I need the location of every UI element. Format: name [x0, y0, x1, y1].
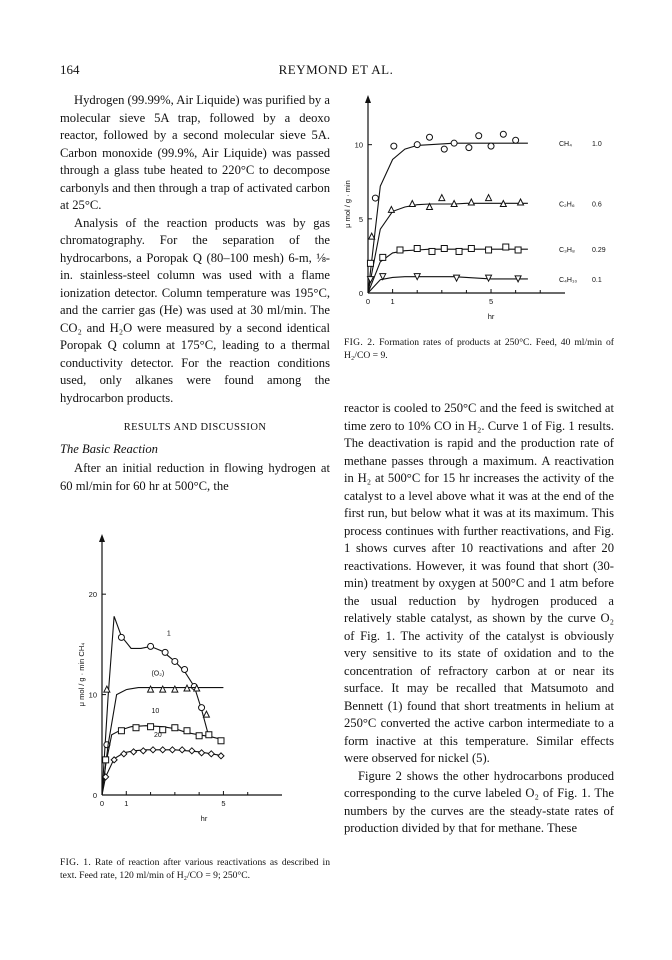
data-point	[121, 751, 127, 757]
series-name-label: C₃H₈	[559, 247, 575, 255]
figure-2-caption-label: FIG. 2.	[344, 337, 376, 348]
data-point	[184, 728, 190, 734]
y-tick-label: 0	[92, 791, 97, 800]
data-point	[515, 247, 521, 253]
data-point	[391, 143, 397, 149]
data-point	[148, 643, 154, 649]
y-tick-label: 10	[354, 140, 363, 150]
series-line	[102, 750, 223, 795]
data-point	[172, 725, 178, 731]
data-point	[162, 649, 168, 655]
data-point	[206, 732, 212, 738]
data-point	[208, 751, 214, 757]
data-point	[160, 686, 166, 692]
y-axis-arrow-icon	[365, 95, 371, 103]
series-ratio-label: 0.1	[592, 276, 602, 284]
series-ratio-label: 1.0	[592, 141, 602, 149]
data-point	[488, 143, 494, 149]
data-point	[518, 199, 524, 205]
data-point	[476, 133, 482, 139]
data-point	[118, 728, 124, 734]
series-ratio-label: 0.29	[592, 247, 606, 255]
running-head: REYMOND ET AL.	[278, 62, 394, 77]
data-point	[429, 248, 435, 254]
data-point	[140, 748, 146, 754]
y-tick-label: 10	[88, 690, 97, 700]
data-point	[456, 248, 462, 254]
y-axis-arrow-icon	[99, 534, 105, 542]
data-point	[218, 738, 224, 744]
x-axis-label: hr	[200, 814, 208, 823]
paragraph: Analysis of the reaction products was by gas chromatography. For the separation of the hydrocarbons, a Poropak Q (80–100 mesh) 6-m, ⅛-in. stainless-steel column was used with a flame ionization detector. Column temperature was 195°C, and the carrier gas (He) was used at 30 ml/min. The CO₂ and H₂O were measured by a second identical Poropak Q column at 175°C, leading to a thermal conductivity detector. For the reaction conditions used, only alkanes were found among the hydrocarbon products.	[60, 215, 330, 405]
data-point	[189, 748, 195, 754]
figure-1-caption-text: Rate of reaction after various reactivations as described in text. Feed rate, 120 ml/min of H₂/CO = 9; 250°C.	[60, 857, 330, 881]
data-point	[500, 131, 506, 137]
data-point	[414, 246, 420, 252]
figure-1-caption	[60, 856, 330, 882]
series-name-label: 20	[153, 731, 162, 739]
data-point	[414, 142, 420, 148]
data-point	[388, 206, 394, 212]
data-point	[182, 666, 188, 672]
data-point	[468, 199, 474, 205]
data-point	[131, 749, 137, 755]
page-number: 164	[60, 62, 80, 77]
data-point	[468, 246, 474, 252]
data-point	[409, 201, 415, 207]
data-point	[380, 254, 386, 260]
data-point	[118, 634, 124, 640]
subsection-heading: The Basic Reaction	[60, 441, 158, 456]
figure-1-chart	[60, 520, 332, 840]
data-point	[169, 747, 175, 753]
x-tick-label: 0	[99, 799, 105, 808]
data-point	[466, 145, 472, 151]
data-point	[172, 658, 178, 664]
figure-2-chart	[330, 85, 620, 330]
series-line	[102, 616, 209, 795]
data-point	[179, 747, 185, 753]
series-name-label: (O₂)	[151, 670, 165, 678]
y-axis-label: μ mol / g · min CH₄	[77, 642, 86, 707]
data-point	[148, 686, 154, 692]
page-header	[60, 62, 612, 82]
series-name-label: C₂H₆	[559, 201, 575, 209]
x-tick-label: 1	[124, 799, 129, 808]
right-column	[344, 400, 614, 838]
series-name-label: C₄H₁₀	[559, 276, 578, 284]
data-point	[372, 195, 378, 201]
data-point	[203, 711, 209, 717]
series-ratio-label: 0.6	[592, 201, 602, 209]
data-point	[441, 146, 447, 152]
data-point	[148, 724, 154, 730]
data-point	[439, 195, 445, 201]
x-tick-label: 5	[488, 297, 494, 306]
figure-1-caption-label: FIG. 1.	[60, 857, 92, 868]
data-point	[369, 233, 375, 239]
data-point	[196, 733, 202, 739]
data-point	[451, 140, 457, 146]
series-line	[368, 143, 528, 293]
series-name-label: CH₄	[559, 141, 572, 149]
x-tick-label: 0	[365, 297, 371, 306]
series-name-label: 10	[151, 707, 160, 715]
series-line	[368, 249, 528, 293]
data-point	[486, 247, 492, 253]
data-point	[397, 247, 403, 253]
x-tick-label: 1	[390, 297, 395, 306]
series-line	[102, 688, 223, 795]
series-line	[102, 726, 223, 795]
left-column	[60, 92, 330, 495]
x-tick-label: 5	[221, 799, 226, 808]
series-line	[368, 277, 528, 293]
data-point	[503, 244, 509, 250]
data-point	[150, 747, 156, 753]
data-point	[103, 757, 109, 763]
data-point	[218, 753, 224, 759]
data-point	[441, 246, 447, 252]
data-point	[513, 137, 519, 143]
paragraph: Hydrogen (99.99%, Air Liquide) was purified by a molecular sieve 5A trap, followed by a deoxo reactor, followed by a second molecular sieve 5A. Carbon monoxide (99.9%, Air Liquide) was passed through a glass tube heated to 220°C to decompose carbonyls and then through a trap of activated carbon at 25°C.	[60, 93, 330, 212]
data-point	[133, 725, 139, 731]
figure-2-caption-text: Formation rates of products at 250°C. Feed, 40 ml/min of H₂/CO = 9.	[344, 337, 614, 361]
series-name-label: 1	[166, 630, 171, 638]
x-axis-label: hr	[487, 312, 495, 321]
y-tick-label: 5	[358, 214, 363, 224]
data-point	[367, 260, 373, 266]
y-tick-label: 20	[88, 590, 97, 600]
data-point	[160, 747, 166, 753]
section-heading: RESULTS AND DISCUSSION	[123, 422, 267, 433]
data-point	[199, 705, 205, 711]
data-point	[199, 750, 205, 756]
paragraph: Figure 2 shows the other hydrocarbons produced corresponding to the curve labeled O₂ of Fig. 1. The numbers by the curves are the steady-state rates of production divided by that for methane. These	[344, 768, 614, 835]
paragraph: reactor is cooled to 250°C and the feed is switched at time zero to 10% CO in H₂. Curve 1 of Fig. 1 results. The deactivation is rapid and the production rate of methane passes through a maximum. A reactivation in H₂ at 500°C for 15 hr increases the activity of the catalyst to a level above what it was at the end of the first run, but below what it was at its maximum. This process continues with further reactivations, and Fig. 1 shows curves after 10 reactivations and after 20 reactivations. However, it was found that short (30-min) treatment by oxygen at 500°C and 1 atm before the usual reduction by hydrogen produced a relatively stable catalyst, as shown by the curve O₂ of Fig. 1. The activity of the catalyst is obviously very sensitive to its state of oxidation and to the concentration of refractory carbon at or near its surface. It may be recalled that Matsumoto and Bennett (1) found that short treatments in helium at 250°C converted the active carbon intermediate to a form inactive at this temperature. Similar effects were observed for nickel (5).	[344, 401, 614, 765]
y-axis-label: μ mol / g · min	[343, 180, 352, 228]
data-point	[454, 275, 460, 281]
y-tick-label: 0	[358, 289, 363, 298]
data-point	[427, 134, 433, 140]
data-point	[172, 686, 178, 692]
data-point	[486, 195, 492, 201]
paragraph: After an initial reduction in flowing hydrogen at 60 ml/min for 60 hr at 500°C, the	[60, 461, 330, 493]
figure-2-caption	[344, 336, 614, 362]
